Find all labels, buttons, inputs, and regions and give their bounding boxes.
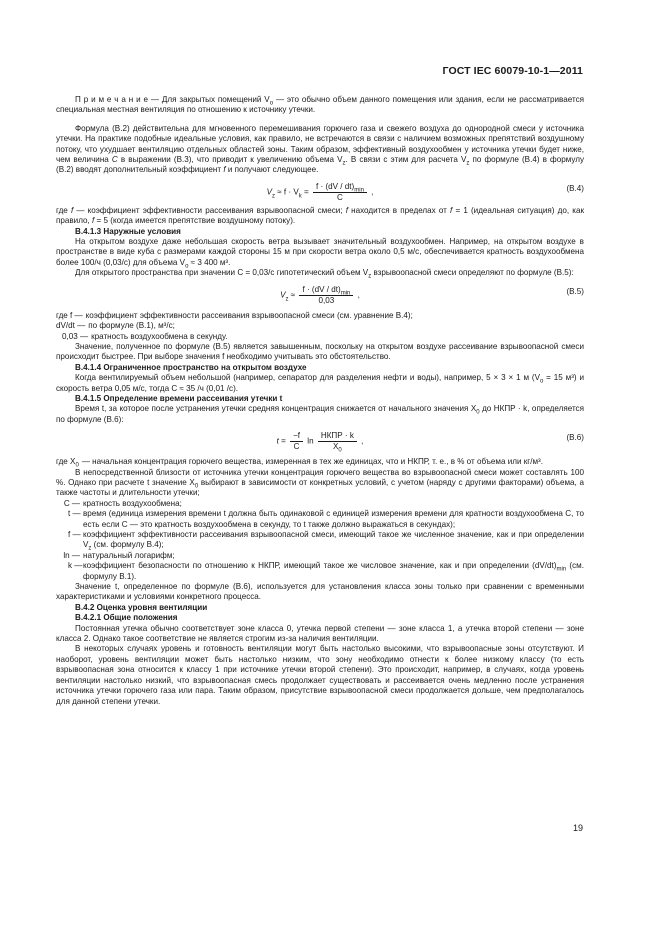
definitions-b5	[56, 311, 584, 342]
equation-label-b6: (В.6)	[566, 433, 584, 443]
note-paragraph: П р и м е ч а н и е — Для закрытых помещений $V_o$ — это обычно объем данного помещения или здания, если не рассматривается специальная местная вентиляция по отношению к источнику утечки.	[56, 95, 584, 115]
definition-row: 0,03 — кратность воздухообмена в секунду.	[62, 331, 228, 341]
paragraph-b413-1: На открытом воздухе даже небольшая скорость ветра вызывает значительный воздухообмен. Например, на открытом воздухе в пространстве в виде куба с размерами каждой стороны 15 м при скорости ветра около 0,5 м/с, обеспечивается кратность воздухообмена более 100/ч (0,03/с) для объема $V_o \approx 3$ 400 м³.	[56, 237, 584, 270]
definition-row: где f — коэффициент эффективности рассеивания взрывоопасной смеси (см. уравнение В.4);	[56, 310, 413, 320]
equation-label-b5: (В.5)	[566, 286, 584, 296]
equation-b5: $V_z$ ≈ $\frac{f \cdot (dV / dt)_{min}}{0,03}$ , (В.5)	[280, 284, 584, 305]
heading-b415: В.4.1.5 Определение времени рассеивания утечки t	[75, 393, 283, 403]
heading-b414: В.4.1.4 Ограниченное пространство на открытом воздухе	[75, 362, 307, 372]
page-number: 19	[572, 823, 583, 833]
definition-row: k — коэффициент безопасности по отношению к НКПР, имеющий такое же числовое значение, как и при определении $(dV/dt)_{min}$ (см. формулу В.1).	[68, 561, 584, 581]
paragraph-b421-2: В некоторых случаях уровень и готовность вентиляции могут быть настолько высокими, что взрывоопасные зоны отсутствуют. И наоборот, уровень вентиляции может быть настолько низким, что зону необходимо отнести к более низкому классу (то есть взрывоопасная зона относится к классу 1 при источнике утечки второй степени). Это происходит, например, в случаях, когда уровень вентиляции настолько низкий, что взрывоопасная смесь продолжает существовать и рассеивается очень медленно после устранения источника утечки горючего газа или пара. Таким образом, присутствие взрывоопасной смеси продолжается дольше, чем предполагалось для данной степени утечки.	[56, 644, 584, 706]
definitions-b6	[56, 499, 584, 582]
paragraph-b415-2: В непосредственной близости от источника утечки концентрация горючего вещества во взрывоопасной смеси может составлять 100 %. Однако при расчете t значение $X_0$ выбирают в зависимости от конкретных условий, с учетом (наряду с другими факторами) объема, а также частоты и длительности утечки;	[56, 467, 584, 498]
heading-b413: В.4.1.3 Наружные условия	[75, 226, 181, 236]
document-body	[56, 95, 584, 707]
equation-b4: $V_z \approx f \cdot V_k$ = $\frac{f \cdot (dV / dt)_{min}}{C}$ , (В.4)	[266, 181, 584, 202]
paragraph-b414-1: Когда вентилируемый объем небольшой (например, сепаратор для разделения нефти и воды), например, 5 × 3 × 1 м ($V_o = 15$ м³) и скорость ветра 0,05 м/с, тогда C ≈ 35 /ч (0,01 /с).	[56, 373, 584, 393]
heading-b421: В.4.2.1 Общие положения	[75, 613, 178, 623]
equation-label-b4: (В.4)	[566, 183, 584, 193]
paragraph-b413-3: Значение, полученное по формуле (В.5) является завышенным, поскольку на открытом воздухе рассеивание взрывоопасной смеси происходит быстрее. При выборе значения f необходимо учитывать это обстоятельство.	[56, 341, 584, 362]
paragraph-formula-b2: Формула (В.2) действительна для мгновенного перемешивания горючего газа и свежего воздуха до однородной смеси у источника утечки. На практике подобные идеальные условия, как правило, не встречаются в связи с наличием возможных препятствий воздушному потоку, что ухудшает вентиляцию отдельных областей зоны. Таким образом, эффективный воздухообмен у источника утечки будет ниже, чем величина C в выражении (В.3), что приводит к увеличению объема $V_z$. В связи с этим для расчета $V_z$ по формуле (В.4) в формулу (В.2) вводят дополнительный коэффициент f и получают следующее.	[56, 123, 585, 175]
paragraph-b413-2: Для открытого пространства при значении C = 0,03/с гипотетический объем $V_z$ взрывоопасной смеси определяют по формуле (В.5):	[75, 268, 574, 280]
definition-row: ln — натуральный логарифм;	[63, 550, 175, 560]
definition-x0: где $X_0$ — начальная концентрация горючего вещества, измеренная в тех же единицах, что и НКПР, т. е., в % от объема или кг/м³.	[56, 457, 543, 469]
document-header: ГОСТ IEC 60079-10-1—2011	[442, 65, 583, 77]
definition-row: C — кратность воздухообмена;	[63, 498, 182, 508]
heading-b42: В.4.2 Оценка уровня вентиляции	[75, 602, 208, 612]
paragraph-b421-1: Постоянная утечка обычно соответствует зоне класса 0, утечка первой степени — зоне класса 1, а утечка второй степени — зоне класса 2. Однако такое соответствие не является строгим из-за наличия вентиляции.	[56, 623, 584, 644]
definition-f: где f — коэффициент эффективности рассеивания взрывоопасной смеси; f находится в пределах от f = 1 (идеальная ситуация) до, как правило, f = 5 (когда имеется препятствие воздушному потоку).	[56, 205, 584, 226]
definition-row: dV/dt — по формуле (В.1), м³/с;	[56, 321, 175, 331]
equation-b6: t = $\frac{-f}{C}$ ln $\frac{\text{НКПР · k}}{X_0}$ , (В.6)	[276, 431, 584, 454]
paragraph-b415-3: Значение t, определенное по формуле (В.6), используется для установления класса зоны только при сравнении с временными характеристиками и условиями конкретного процесса.	[56, 582, 584, 602]
paragraph-b415-1: Время t, за которое после устранения утечки средняя концентрация снижается от начального значения $X_0$ до НКПР · k, определяется по формуле (В.6):	[56, 404, 584, 424]
definition-row: t — время (единица измерения времени t должна быть одинаковой с единицей измерения времени для кратности воздухообмена C, то есть если C — это кратность воздухообмена в секунду, то t также должно выражаться в секундах);	[68, 509, 584, 529]
definition-row: f — коэффициент эффективности рассеивания взрывоопасной смеси, имеющий такое же численное значение, как и при определении $V_z$ (см. формулу В.4);	[68, 530, 584, 553]
